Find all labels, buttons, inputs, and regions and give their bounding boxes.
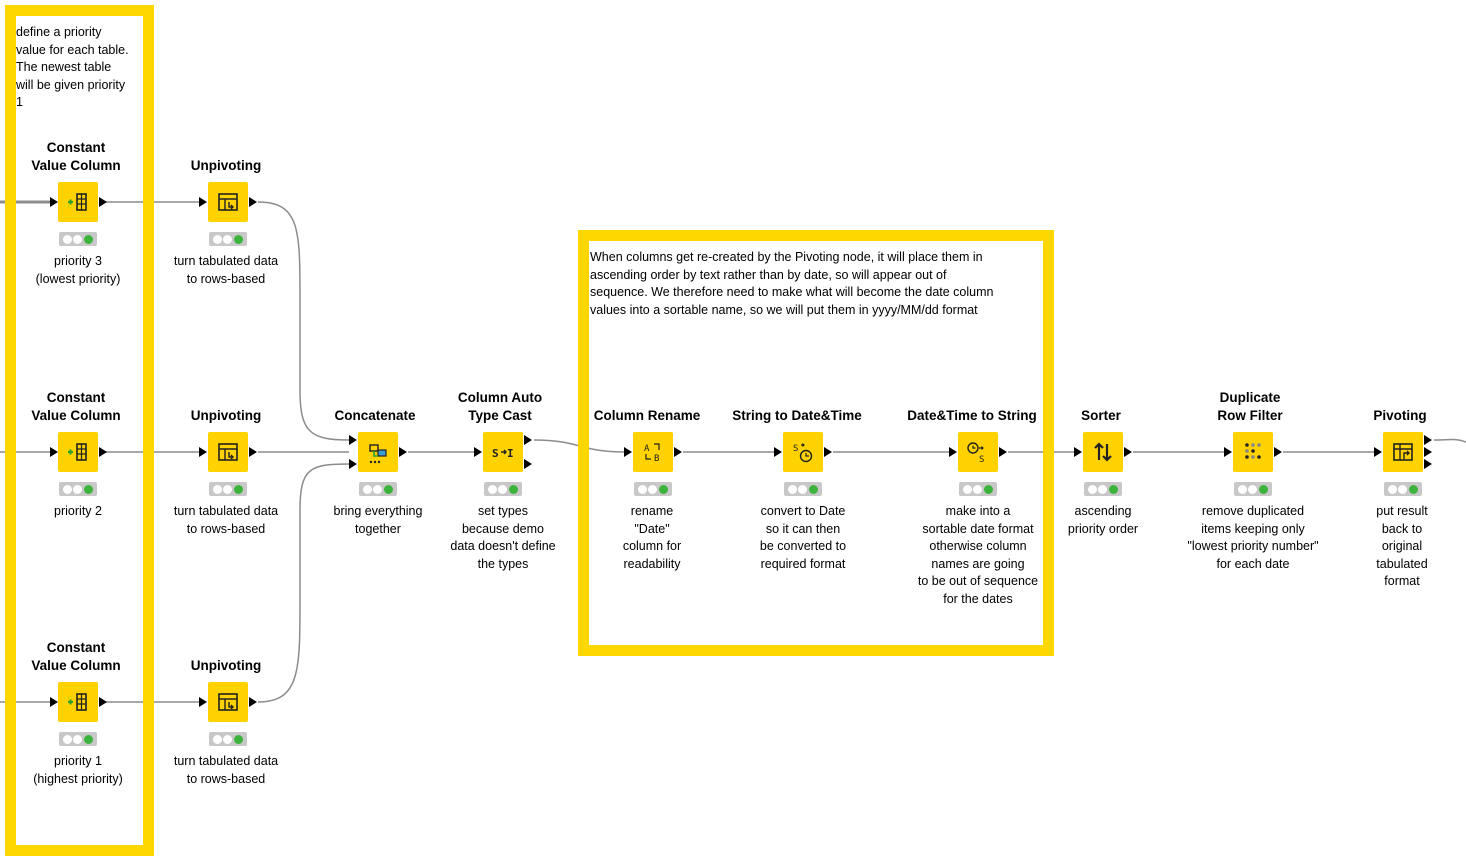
node-description: rename "Date" column for readability xyxy=(622,504,682,571)
output-port xyxy=(249,697,257,707)
node-title: Date&Time to String xyxy=(907,408,1037,423)
annotation-date-format-text: When columns get re-created by the Pivoting node, it will place them in ascending order by text rather than by date, so will appear out of sequence. We therefore need to make what will become the date column values into a sortable name, so we will put them in yyyy/MM/dd format xyxy=(590,250,994,317)
column-rename-icon[interactable] xyxy=(633,432,673,472)
node-status-indicator xyxy=(359,482,397,496)
input-port xyxy=(349,459,357,469)
node-title: Column Auto Type Cast xyxy=(457,390,543,423)
duplicate-row-filter-icon[interactable] xyxy=(1233,432,1273,472)
node-status-indicator xyxy=(959,482,997,496)
constant-value-column-icon[interactable] xyxy=(58,682,98,722)
node-description: make into a sortable date format otherwise column names are going to be out of sequence for the dates xyxy=(917,504,1039,606)
svg-text:S: S xyxy=(979,455,985,465)
node-status-indicator xyxy=(59,482,97,496)
node-status-indicator xyxy=(209,732,247,746)
sorter-icon[interactable] xyxy=(1083,432,1123,472)
node-status-indicator xyxy=(59,232,97,246)
node-title: Constant Value Column xyxy=(31,140,121,173)
node-title: Unpivoting xyxy=(190,408,262,423)
node-description: priority 1 (highest priority) xyxy=(33,754,123,786)
node-status-indicator xyxy=(634,482,672,496)
output-port xyxy=(1124,447,1132,457)
output-port xyxy=(249,197,257,207)
output-port xyxy=(524,459,532,469)
input-port xyxy=(1074,447,1082,457)
svg-text:B: B xyxy=(654,454,660,464)
concatenate-icon[interactable] xyxy=(358,432,398,472)
input-port xyxy=(1374,447,1382,457)
output-port xyxy=(524,435,532,445)
constant-value-column-icon[interactable] xyxy=(58,432,98,472)
node-description: set types because demo data doesn't define the types xyxy=(450,504,556,571)
string-to-datetime-icon[interactable] xyxy=(783,432,823,472)
input-port xyxy=(199,447,207,457)
svg-text:S: S xyxy=(492,447,499,460)
node-description: ascending priority order xyxy=(1067,504,1139,536)
output-port xyxy=(1274,447,1282,457)
node-title: Concatenate xyxy=(334,408,416,423)
input-port xyxy=(349,435,357,445)
node-title: Pivoting xyxy=(1373,408,1427,423)
node-status-indicator xyxy=(209,232,247,246)
node-status-indicator xyxy=(484,482,522,496)
annotation-priority[interactable] xyxy=(5,5,154,856)
node-description: turn tabulated data to rows-based xyxy=(173,754,279,786)
svg-text:S: S xyxy=(793,444,799,454)
input-port xyxy=(1224,447,1232,457)
input-port xyxy=(474,447,482,457)
node-description: priority 3 (lowest priority) xyxy=(35,254,121,286)
datetime-to-string-icon[interactable] xyxy=(958,432,998,472)
connection-wire xyxy=(1434,440,1466,443)
annotation-priority-text: define a priority value for each table. The newest table will be given priority 1 xyxy=(16,25,129,109)
output-port xyxy=(249,447,257,457)
connection-wire xyxy=(258,202,349,440)
node-status-indicator xyxy=(1384,482,1422,496)
node-title: Column Rename xyxy=(593,408,701,423)
svg-text:I: I xyxy=(507,447,514,460)
output-port xyxy=(1424,435,1432,445)
node-status-indicator xyxy=(59,732,97,746)
input-port xyxy=(199,697,207,707)
node-description: bring everything together xyxy=(333,504,423,536)
node-title: String to Date&Time xyxy=(732,408,862,423)
node-title: Unpivoting xyxy=(190,158,262,173)
output-port xyxy=(399,447,407,457)
node-status-indicator xyxy=(1234,482,1272,496)
type-cast-icon[interactable] xyxy=(483,432,523,472)
node-description: convert to Date so it can then be converted to required format xyxy=(759,504,847,571)
node-description: put result back to original tabulated format xyxy=(1376,504,1428,588)
connection-wire xyxy=(258,464,349,702)
node-description: turn tabulated data to rows-based xyxy=(173,504,279,536)
node-title: Duplicate Row Filter xyxy=(1217,390,1283,423)
node-title: Constant Value Column xyxy=(31,390,121,423)
node-description: turn tabulated data to rows-based xyxy=(173,254,279,286)
node-description: priority 2 xyxy=(54,504,102,518)
node-status-indicator xyxy=(1084,482,1122,496)
node-title: Unpivoting xyxy=(190,658,262,673)
unpivoting-icon[interactable] xyxy=(208,682,248,722)
pivoting-icon[interactable] xyxy=(1383,432,1423,472)
output-port xyxy=(1424,459,1432,469)
input-port xyxy=(199,197,207,207)
unpivoting-icon[interactable] xyxy=(208,432,248,472)
output-port xyxy=(1424,447,1432,457)
node-title: Sorter xyxy=(1081,408,1121,423)
node-description: remove duplicated items keeping only "lowest priority number" for each date xyxy=(1187,504,1319,571)
node-status-indicator xyxy=(209,482,247,496)
node-title: Constant Value Column xyxy=(31,640,121,673)
constant-value-column-icon[interactable] xyxy=(58,182,98,222)
unpivoting-icon[interactable] xyxy=(208,182,248,222)
node-status-indicator xyxy=(784,482,822,496)
svg-text:A: A xyxy=(644,444,650,454)
